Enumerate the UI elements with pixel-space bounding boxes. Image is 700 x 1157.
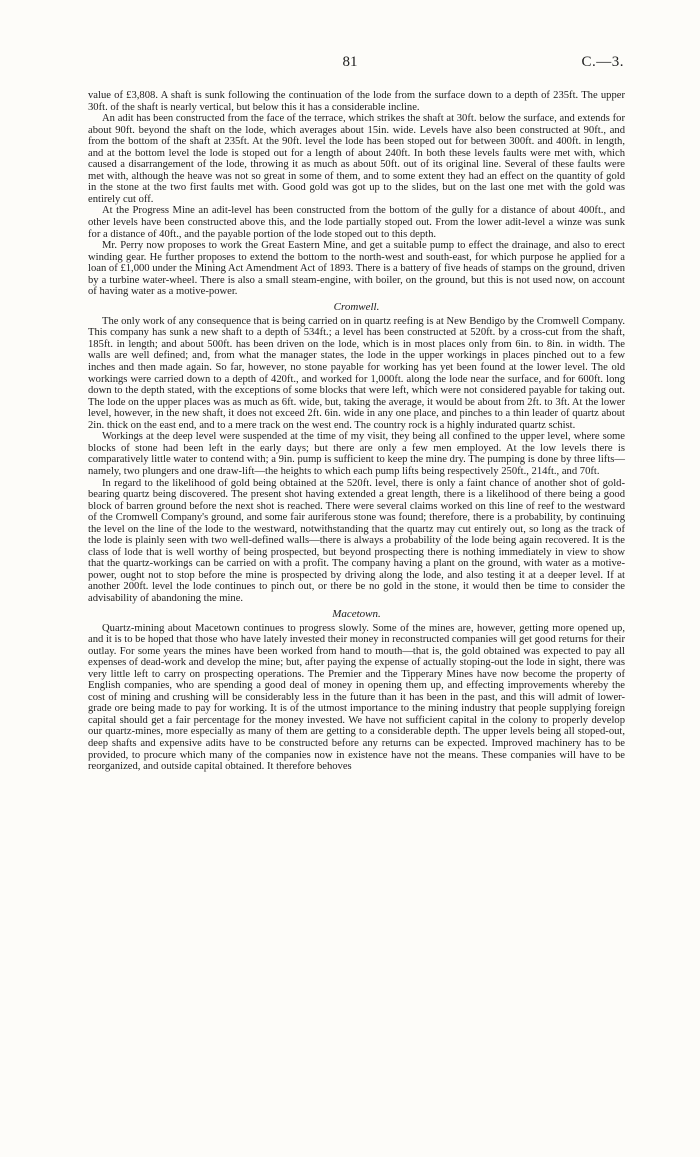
- paragraph: An adit has been constructed from the face of the terrace, which strikes the shaft at 30ft. below the surface, and extends for about 90ft. beyond the shaft on the lode, which averages about 15in. wide. Levels have also been constructed at 90ft., and from the bottom of the shaft at 235ft. At the 90ft. level the lode has been stoped out for between 300ft. and 400ft. in length, and at the bottom level the lode is stoped out for a length of about 240ft. In both these levels faults were met with, which caused a disarrangement of the lode, throwing it as much as about 50ft. out of its original line. Several of these faults were met with, although the heave was not so great in some of them, and to some extent they had an effect on the quantity of gold in the stone at the two first faults met with. Good gold was got up to the slides, but on the last one met with the gold was entirely cut off.: [88, 113, 625, 205]
- paragraph: The only work of any consequence that is being carried on in quartz reefing is at New Bendigo by the Cromwell Company. This company has sunk a new shaft to a depth of 534ft.; a level has been constructed at 520ft. by a cross-cut from the shaft, 185ft. in length; and about 500ft. has been driven on the lode, which is in most places only from 6in. to 8in. in width. The walls are well defined; and, from what the manager states, the lode in the upper workings in places pinched out to a few inches and then made again. So far, however, no stone payable for working has yet been found at the lower level. The old workings were carried down to a depth of 420ft., and worked for 1,000ft. along the lode near the surface, and for 600ft. long down to the depth stated, with the exceptions of some blocks that were left, which were not considered payable for taking out. The lode on the upper places was as much as 6ft. wide, but, taking the average, it would be about from 2ft. to 3ft. At the lower level, however, in the new shaft, it does not exceed 2ft. 6in. wide in any one place, and pinches to a thin leader of quartz about 2in. thick on the east end, and to a mere track on the west end. The country rock is a highly indurated quartz schist.: [88, 315, 625, 431]
- paragraph: In regard to the likelihood of gold being obtained at the 520ft. level, there is only a faint chance of another shot of gold-bearing quartz being discovered. The present shot having extended a great length, there is a likelihood of there being a good block of barren ground before the next shot is reached. There were several claims worked on this line of reef to the westward of the Cromwell Company's ground, and some fair auriferous stone was found; therefore, there is a probability, by continuing the level on the line of the lode to the westward, notwithstanding that the quartz may cut entirely out, so long as the track of the lode is plainly seen with two well-defined walls—there is always a probability of the lode being again recovered. It is the class of lode that is well worthy of being prospected, but beyond prospecting there is nothing immediately in view to show that the quartz-workings can be carried on with a profit. The company having a plant on the ground, with water as a motive-power, ought not to stop before the mine is prospected by driving along the lode, and also testing it at a deeper level. If at another 200ft. level the lode continues to pinch out, or there be no gold in the stone, it would then be time to consider the advisability of abandoning the mine.: [88, 477, 625, 604]
- body-text: [88, 90, 625, 773]
- page-number: 81: [342, 54, 358, 70]
- page-header: [0, 54, 700, 76]
- paragraph: Mr. Perry now proposes to work the Great Eastern Mine, and get a suitable pump to effect the drainage, and also to erect winding gear. He further proposes to extend the bottom to the north-west and south-east, for which purpose he applied for a loan of £1,000 under the Mining Act Amendment Act of 1893. There is a battery of five heads of stamps on the ground, driven by a turbine water-wheel. There is also a small steam-engine, with boiler, on the ground, but this is not used now, on account of having water as a motive-power.: [88, 240, 625, 298]
- document-reference: C.—3.: [581, 54, 624, 70]
- paragraph: At the Progress Mine an adit-level has been constructed from the bottom of the gully for a distance of about 400ft., and other levels have been constructed above this, and the lode partially stoped out. From the lower adit-level a winze was sunk for a distance of 40ft., and the payable portion of the lode stoped out to this depth.: [88, 205, 625, 240]
- section-heading-macetown: Macetown.: [332, 607, 381, 620]
- section-heading-cromwell: Cromwell.: [333, 300, 380, 313]
- paragraph: value of £3,808. A shaft is sunk following the continuation of the lode from the surface down to a depth of 235ft. The upper 30ft. of the shaft is nearly vertical, but below this it has a considerable incline.: [88, 90, 625, 113]
- paragraph: Quartz-mining about Macetown continues to progress slowly. Some of the mines are, however, getting more opened up, and it is to be hoped that those who have lately invested their money in reconstructed companies will get good returns for their outlay. For some years the mines have been worked from hand to mouth—that is, the gold obtained was expected to pay all expenses of dead-work and develop the mine; but, after paying the expense of actually stoping-out the lode in sight, there was very little left to carry on prospecting operations. The Premier and the Tipperary Mines have now become the property of English companies, who are spending a good deal of money in opening them up, and effecting improvements whereby the cost of mining and crushing will be considerably less in the future than it has been in the past, and this will admit of lower-grade ore being made to pay for working. It is of the utmost importance to the mining industry that people supplying foreign capital should get a fair percentage for the money invested. We have not sufficient capital in the colony to properly develop our quartz-mines, more especially as many of them are getting to a considerable depth. The upper levels being all stoped-out, deep shafts and expensive adits have to be constructed before any returns can be expected. Improved machinery has to be provided, to procure which many of the companies now in existence have not the means. These companies will have to be reorganized, and outside capital obtained. It therefore behoves: [88, 622, 625, 773]
- paragraph: Workings at the deep level were suspended at the time of my visit, they being all confined to the upper level, where some blocks of stone had been left in the early days; but there are only a few men employed. At the low levels there is comparatively little water to contend with; a 9in. pump is sufficient to keep the mine dry. The pumping is done by three lifts—namely, two plungers and one draw-lift—the heights to which each pump lifts being respectively 250ft., 214ft., and 70ft.: [88, 431, 625, 477]
